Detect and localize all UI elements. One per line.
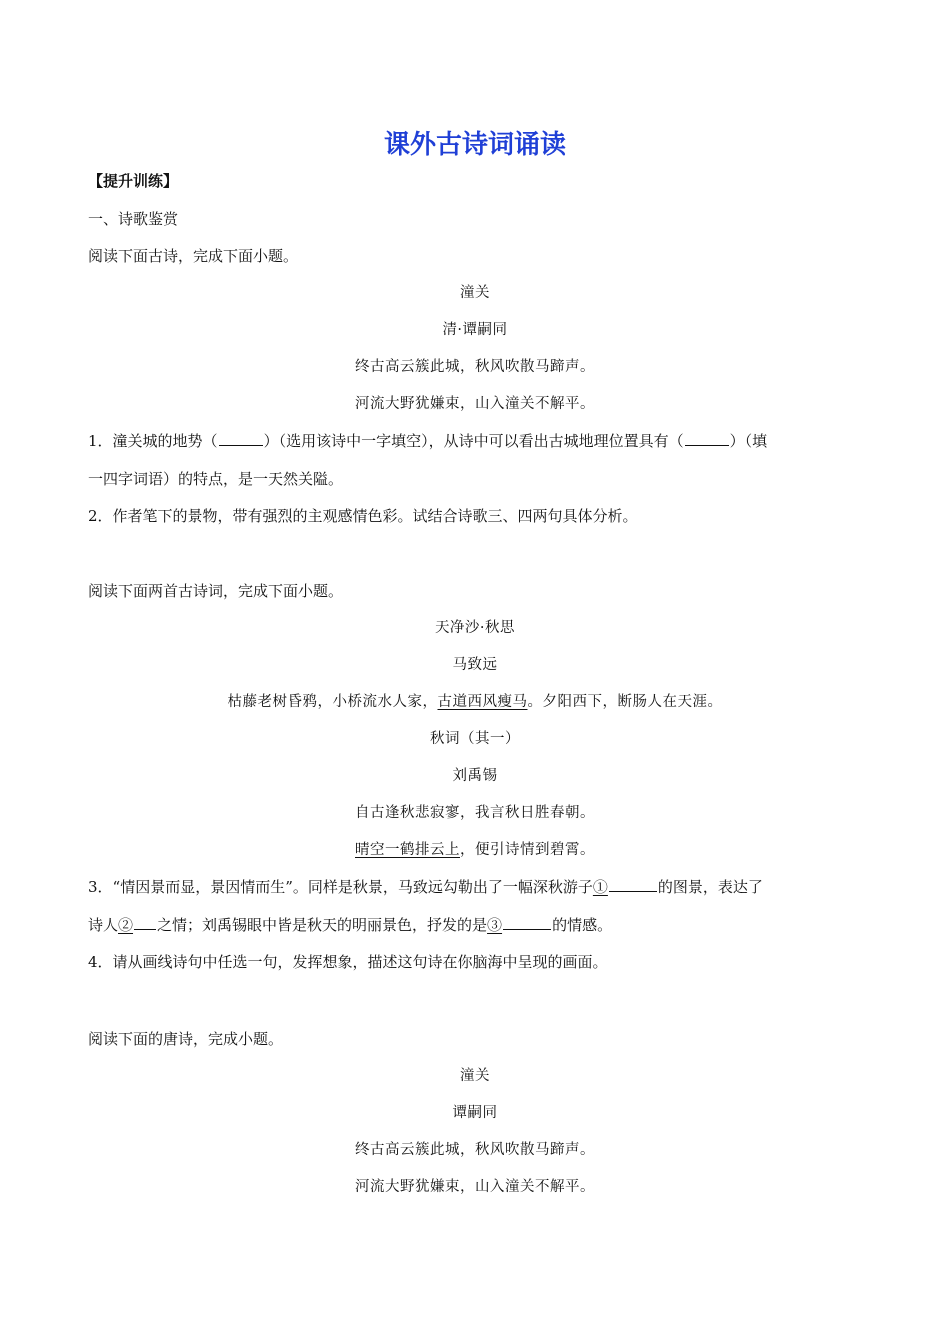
instruction-2: 阅读下面两首古诗词，完成下面小题。 [88, 582, 344, 600]
answer-blank[interactable] [685, 444, 729, 446]
instruction-1: 阅读下面古诗，完成下面小题。 [88, 247, 299, 265]
underlined-verse: 晴空一鹤排云上 [355, 842, 460, 858]
poem-line: 枯藤老树昏鸦，小桥流水人家，古道西风瘦马。夕阳西下，断肠人在天涯。 [227, 694, 723, 710]
question-3-cont: 诗人② 之情；刘禹锡眼中皆是秋天的明丽景色，抒发的是③ 的情感。 [88, 916, 613, 934]
answer-blank[interactable] [134, 928, 156, 930]
blank-marker: ② [118, 916, 134, 934]
question-number: 2． [88, 507, 113, 525]
question-number: 1． [88, 432, 113, 450]
poem-author-1: 清·谭嗣同 [442, 322, 508, 338]
poem-author-2: 马致远 [452, 657, 498, 673]
answer-blank[interactable] [609, 890, 657, 892]
poem-line: 河流大野犹嫌束，山入潼关不解平。 [355, 1179, 595, 1195]
poem-line: 河流大野犹嫌束，山入潼关不解平。 [355, 396, 595, 412]
blank-marker: ① [592, 878, 608, 896]
question-3: 3．“情因景而显，景因情而生”。同样是秋景，马致远勾勒出了一幅深秋游子① 的图景，表达了 [88, 878, 763, 896]
poem-line: 自古逢秋悲寂寥，我言秋日胜春朝。 [355, 805, 595, 821]
part-heading: 一、诗歌鉴赏 [88, 210, 179, 228]
poem-author-3: 刘禹锡 [452, 768, 498, 784]
poem-title-2: 天净沙·秋思 [434, 620, 516, 636]
question-1: 1．潼关城的地势（ ）（选用该诗中一字填空），从诗中可以看出古城地理位置具有（ ）（填 [88, 432, 768, 450]
question-4: 4．请从画线诗句中任选一句，发挥想象，描述这句诗在你脑海中呈现的画面。 [88, 953, 608, 971]
page-title: 课外古诗词诵读 [383, 130, 566, 160]
underlined-verse: 古道西风瘦马 [437, 694, 528, 710]
question-number: 4． [88, 953, 113, 971]
blank-marker: ③ [487, 916, 503, 934]
instruction-3: 阅读下面的唐诗，完成小题。 [88, 1030, 284, 1048]
question-1-cont: 一四字词语）的特点，是一天然关隘。 [88, 470, 344, 488]
poem-author-4: 谭嗣同 [452, 1105, 498, 1121]
poem-title-4: 潼关 [460, 1068, 490, 1084]
answer-blank[interactable] [219, 444, 263, 446]
poem-line: 终古高云簇此城，秋风吹散马蹄声。 [355, 359, 595, 375]
section-label: 【提升训练】 [88, 172, 179, 190]
question-2: 2．作者笔下的景物，带有强烈的主观感情色彩。试结合诗歌三、四两句具体分析。 [88, 507, 638, 525]
poem-line: 终古高云簇此城，秋风吹散马蹄声。 [355, 1142, 595, 1158]
poem-title-3: 秋词（其一） [430, 731, 520, 747]
poem-line: 晴空一鹤排云上，便引诗情到碧霄。 [355, 842, 595, 858]
answer-blank[interactable] [503, 928, 551, 930]
poem-title-1: 潼关 [460, 285, 490, 301]
question-number: 3． [88, 878, 113, 896]
